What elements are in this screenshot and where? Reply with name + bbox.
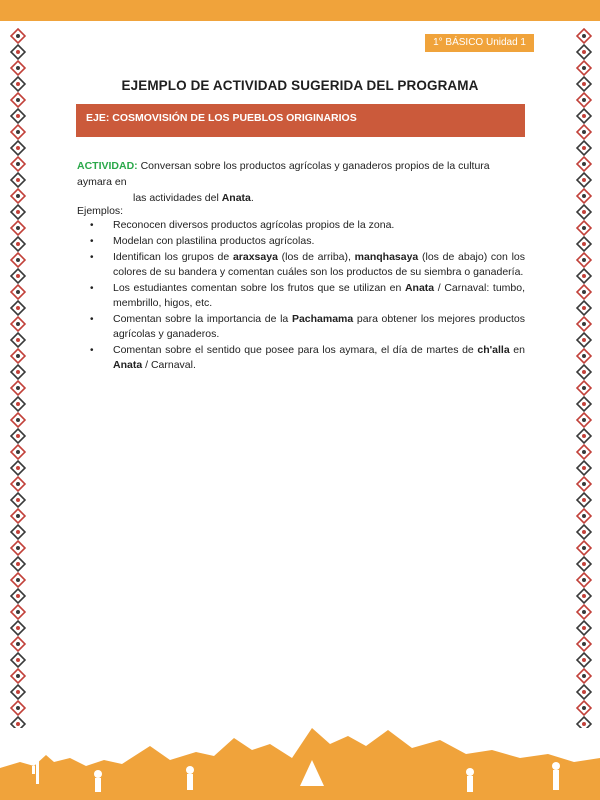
pattern-dot (16, 530, 20, 534)
pattern-dot (582, 514, 586, 518)
pattern-dot (582, 370, 586, 374)
pattern-dot (16, 482, 20, 486)
pattern-dot (582, 610, 586, 614)
pattern-dot (16, 146, 20, 150)
pattern-dot (582, 690, 586, 694)
pattern-dot (582, 242, 586, 246)
activity-line2-text: las actividades del (133, 192, 222, 204)
pattern-dot (16, 690, 20, 694)
item-bold: Pachamama (291, 313, 354, 325)
pattern-dot (16, 98, 20, 102)
pattern-dot (582, 642, 586, 646)
pattern-dot (582, 402, 586, 406)
person-body-icon (553, 770, 559, 790)
andean-pattern-right (576, 28, 592, 728)
pattern-dot (16, 626, 20, 630)
cactus-arm-icon (32, 766, 35, 774)
pattern-dot (16, 274, 20, 278)
pattern-dot (582, 626, 586, 630)
pattern-dot (16, 658, 20, 662)
pattern-dot (16, 386, 20, 390)
landscape-footer-illustration (0, 700, 600, 800)
pattern-dot (582, 210, 586, 214)
pattern-dot (582, 50, 586, 54)
pattern-dot (16, 402, 20, 406)
pattern-dot (16, 354, 20, 358)
examples-heading: Ejemplos: (77, 205, 124, 217)
pattern-dot (16, 594, 20, 598)
pattern-dot (16, 370, 20, 374)
pattern-dot (582, 290, 586, 294)
person-body-icon (187, 774, 193, 790)
item-bold: Anata (404, 282, 435, 294)
pattern-dot (16, 610, 20, 614)
activity-paragraph (77, 158, 525, 206)
pattern-dot (16, 130, 20, 134)
pattern-dot (16, 226, 20, 230)
pattern-dot (582, 450, 586, 454)
pattern-dot (16, 50, 20, 54)
pattern-dot (582, 226, 586, 230)
pattern-dot (16, 546, 20, 550)
item-bold: araxsaya (232, 251, 278, 263)
pattern-dot (582, 178, 586, 182)
item-text: Identifican los grupos de (113, 251, 233, 263)
item-text: Comentan sobre la importancia de la (113, 313, 292, 325)
pattern-dot (582, 466, 586, 470)
bullet-icon: • (90, 314, 94, 325)
cactus-icon (36, 760, 39, 784)
pattern-dot (16, 674, 20, 678)
list-item (77, 234, 525, 249)
person-head-icon (186, 766, 194, 774)
pattern-dot (16, 306, 20, 310)
right-decorative-border (576, 28, 592, 728)
pattern-dot (582, 594, 586, 598)
pattern-dot (16, 562, 20, 566)
item-bold: ch'alla (477, 344, 510, 356)
pattern-dot (582, 306, 586, 310)
pattern-dot (582, 482, 586, 486)
pattern-dot (582, 130, 586, 134)
pattern-dot (582, 34, 586, 38)
item-text: / Carnaval: tumbo, membrillo, higos, etc. (113, 282, 525, 309)
pattern-dot (582, 418, 586, 422)
pattern-dot (16, 242, 20, 246)
pattern-dot (16, 210, 20, 214)
pattern-dot (16, 450, 20, 454)
item-text: Comentan sobre el sentido que posee para los aymara, el día de martes de (113, 344, 478, 356)
footer-landscape-shape (0, 728, 600, 800)
pattern-dot (582, 354, 586, 358)
person-body-icon (95, 778, 101, 792)
pattern-dot (16, 322, 20, 326)
pattern-dot (582, 194, 586, 198)
pattern-dot (582, 386, 586, 390)
pattern-dot (582, 258, 586, 262)
left-decorative-border (10, 28, 26, 728)
item-bold: manqhasaya (354, 251, 419, 263)
pattern-dot (16, 290, 20, 294)
bullet-icon: • (90, 236, 94, 247)
item-text: (los de abajo) con los colores de su bandera y comentan cuáles son los productos de su siembra o ganadería. (113, 251, 526, 278)
item-text: (los de arriba), (277, 251, 355, 263)
activity-text-line1: Conversan sobre los productos agrícolas y ganaderos propios de la cultura aymara en (77, 160, 490, 188)
bullet-icon: • (90, 252, 94, 263)
pattern-dot (16, 578, 20, 582)
pattern-dot (582, 162, 586, 166)
pattern-dot (16, 114, 20, 118)
activity-text-line2 (77, 190, 525, 206)
pattern-dot (582, 546, 586, 550)
pattern-dot (582, 434, 586, 438)
pattern-dot (16, 194, 20, 198)
pattern-dot (582, 274, 586, 278)
item-bold: Anata (113, 359, 143, 371)
item-text: Modelan con plastilina productos agrícolas. (113, 235, 315, 247)
pattern-dot (582, 338, 586, 342)
person-body-icon (467, 776, 473, 792)
pattern-dot (16, 514, 20, 518)
pattern-dot (16, 418, 20, 422)
axis-banner (76, 104, 525, 137)
pattern-dot (582, 98, 586, 102)
item-text: Reconocen diversos productos agrícolas propios de la zona. (113, 219, 395, 231)
item-text: / Carnaval. (142, 359, 196, 371)
pattern-dot (16, 258, 20, 262)
list-item (77, 343, 525, 373)
pattern-dot (16, 642, 20, 646)
andean-pattern-left (10, 28, 26, 728)
list-item (77, 250, 525, 280)
bullet-icon: • (90, 345, 94, 356)
unit-badge: 1° BÁSICO Unidad 1 (425, 34, 534, 52)
pattern-dot (582, 658, 586, 662)
list-item (77, 281, 525, 311)
axis-label: EJE: COSMOVISIÓN DE LOS PUEBLOS ORIGINARIOS (86, 112, 357, 124)
activity-line2-bold: Anata (221, 192, 251, 204)
activity-line2-end: . (250, 192, 254, 204)
top-header-bar (0, 0, 600, 21)
pattern-dot (16, 178, 20, 182)
pattern-dot (582, 146, 586, 150)
pattern-dot (582, 322, 586, 326)
pattern-dot (582, 562, 586, 566)
pattern-dot (582, 578, 586, 582)
pattern-dot (16, 162, 20, 166)
item-text: Los estudiantes comentan sobre los frutos que se utilizan en (113, 282, 405, 294)
list-item (77, 218, 525, 233)
item-text: en (509, 344, 525, 356)
pattern-dot (16, 338, 20, 342)
list-item (77, 312, 525, 342)
pattern-dot (582, 674, 586, 678)
pattern-dot (16, 498, 20, 502)
pattern-dot (16, 34, 20, 38)
pattern-dot (16, 466, 20, 470)
person-head-icon (552, 762, 560, 770)
pattern-dot (16, 66, 20, 70)
pattern-dot (16, 434, 20, 438)
activity-label: ACTIVIDAD: (77, 160, 138, 172)
examples-list (77, 218, 525, 374)
person-head-icon (94, 770, 102, 778)
pattern-dot (582, 530, 586, 534)
pattern-dot (582, 498, 586, 502)
pattern-dot (582, 114, 586, 118)
bullet-icon: • (90, 220, 94, 231)
page-title: EJEMPLO DE ACTIVIDAD SUGERIDA DEL PROGRAMA (121, 78, 479, 93)
item-text: para obtener los mejores productos agrícolas y ganaderos. (113, 313, 526, 340)
pattern-dot (582, 66, 586, 70)
person-head-icon (466, 768, 474, 776)
bullet-icon: • (90, 283, 94, 294)
